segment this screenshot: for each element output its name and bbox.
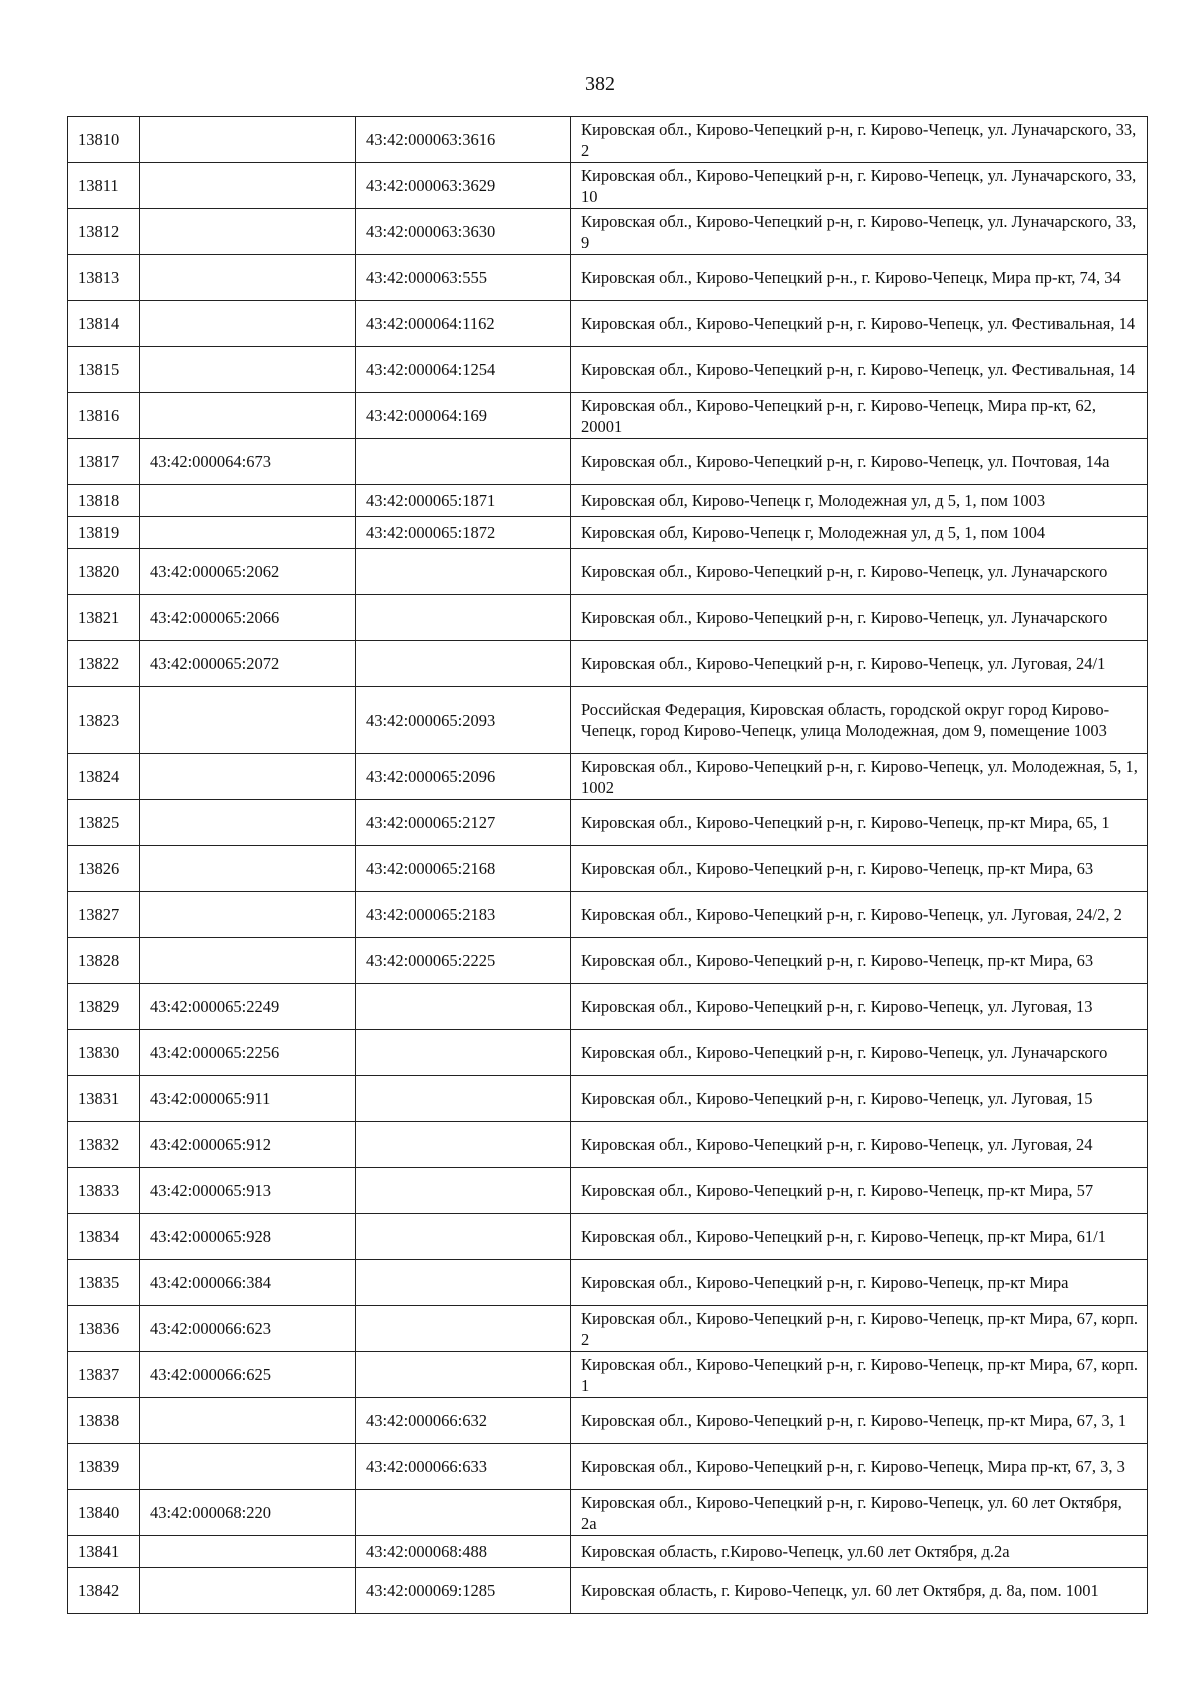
row-number: 13820 <box>68 549 140 595</box>
cadastral-number-parcel <box>140 1536 356 1568</box>
address: Кировская обл., Кирово-Чепецкий р-н, г. Кирово-Чепецк, ул. Луначарского <box>571 549 1148 595</box>
row-number: 13812 <box>68 209 140 255</box>
table-row <box>68 549 1148 595</box>
address: Кировская обл., Кирово-Чепецкий р-н, г. Кирово-Чепецк, ул. Молодежная, 5, 1, 1002 <box>571 754 1148 800</box>
address: Кировская обл., Кирово-Чепецкий р-н, г. Кирово-Чепецк, ул. Луговая, 24 <box>571 1122 1148 1168</box>
cadastral-number-object: 43:42:000065:2093 <box>356 687 571 754</box>
cadastral-number-object <box>356 549 571 595</box>
cadastral-number-object <box>356 1030 571 1076</box>
row-number: 13819 <box>68 517 140 549</box>
table-row <box>68 1444 1148 1490</box>
cadastral-number-parcel: 43:42:000065:2072 <box>140 641 356 687</box>
cadastral-number-object: 43:42:000066:632 <box>356 1398 571 1444</box>
address: Кировская обл., Кирово-Чепецкий р-н, г. Кирово-Чепецк, ул. Луначарского <box>571 595 1148 641</box>
row-number: 13834 <box>68 1214 140 1260</box>
cadastral-number-object: 43:42:000065:1872 <box>356 517 571 549</box>
table-row <box>68 1352 1148 1398</box>
cadastral-number-object: 43:42:000063:3616 <box>356 117 571 163</box>
address: Кировская обл., Кирово-Чепецкий р-н, г. Кирово-Чепецк, ул. Луначарского, 33, 10 <box>571 163 1148 209</box>
cadastral-number-parcel <box>140 163 356 209</box>
table-row <box>68 163 1148 209</box>
address: Кировская обл., Кирово-Чепецкий р-н, г. Кирово-Чепецк, пр-кт Мира, 57 <box>571 1168 1148 1214</box>
cadastral-number-object: 43:42:000069:1285 <box>356 1568 571 1614</box>
table-row <box>68 892 1148 938</box>
row-number: 13811 <box>68 163 140 209</box>
address: Кировская обл., Кирово-Чепецкий р-н, г. Кирово-Чепецк, пр-кт Мира, 63 <box>571 846 1148 892</box>
address: Кировская обл., Кирово-Чепецкий р-н, г. Кирово-Чепецк, ул. Луговая, 13 <box>571 984 1148 1030</box>
row-number: 13815 <box>68 347 140 393</box>
address: Российская Федерация, Кировская область, городской округ город Кирово-Чепецк, город Кирово-Чепецк, улица Молодежная, дом 9, помещение 1003 <box>571 687 1148 754</box>
cadastral-number-object: 43:42:000065:2127 <box>356 800 571 846</box>
address: Кировская обл., Кирово-Чепецкий р-н, г. Кирово-Чепецк, ул. Фестивальная, 14 <box>571 347 1148 393</box>
address: Кировская обл., Кирово-Чепецкий р-н, г. Кирово-Чепецк, пр-кт Мира, 65, 1 <box>571 800 1148 846</box>
row-number: 13841 <box>68 1536 140 1568</box>
cadastral-number-object: 43:42:000065:2168 <box>356 846 571 892</box>
row-number: 13829 <box>68 984 140 1030</box>
cadastral-number-object: 43:42:000063:3629 <box>356 163 571 209</box>
row-number: 13826 <box>68 846 140 892</box>
cadastral-number-parcel <box>140 1398 356 1444</box>
table-row <box>68 439 1148 485</box>
table-row <box>68 1568 1148 1614</box>
row-number: 13837 <box>68 1352 140 1398</box>
row-number: 13831 <box>68 1076 140 1122</box>
address: Кировская область, г. Кирово-Чепецк, ул. 60 лет Октября, д. 8а, пом. 1001 <box>571 1568 1148 1614</box>
cadastral-number-parcel <box>140 892 356 938</box>
cadastral-number-object <box>356 439 571 485</box>
cadastral-number-object: 43:42:000065:2096 <box>356 754 571 800</box>
table-row <box>68 641 1148 687</box>
cadastral-number-object <box>356 1306 571 1352</box>
cadastral-number-parcel <box>140 209 356 255</box>
row-number: 13813 <box>68 255 140 301</box>
cadastral-number-parcel: 43:42:000065:2256 <box>140 1030 356 1076</box>
cadastral-number-parcel: 43:42:000065:911 <box>140 1076 356 1122</box>
cadastral-number-object <box>356 1076 571 1122</box>
page-number: 382 <box>585 73 615 95</box>
cadastral-number-parcel: 43:42:000065:912 <box>140 1122 356 1168</box>
address: Кировская обл., Кирово-Чепецкий р-н., г. Кирово-Чепецк, Мира пр-кт, 74, 34 <box>571 255 1148 301</box>
cadastral-number-object: 43:42:000065:1871 <box>356 485 571 517</box>
row-number: 13832 <box>68 1122 140 1168</box>
address: Кировская обл., Кирово-Чепецкий р-н, г. Кирово-Чепецк, ул. Фестивальная, 14 <box>571 301 1148 347</box>
table-row <box>68 1076 1148 1122</box>
row-number: 13830 <box>68 1030 140 1076</box>
cadastral-number-parcel <box>140 846 356 892</box>
cadastral-number-object <box>356 1214 571 1260</box>
row-number: 13836 <box>68 1306 140 1352</box>
address: Кировская обл., Кирово-Чепецкий р-н, г. Кирово-Чепецк, Мира пр-кт, 62, 20001 <box>571 393 1148 439</box>
row-number: 13825 <box>68 800 140 846</box>
row-number: 13833 <box>68 1168 140 1214</box>
table-row <box>68 938 1148 984</box>
cadastral-number-parcel <box>140 301 356 347</box>
address: Кировская обл, Кирово-Чепецк г, Молодежная ул, д 5, 1, пом 1003 <box>571 485 1148 517</box>
cadastral-number-parcel <box>140 754 356 800</box>
cadastral-number-object: 43:42:000066:633 <box>356 1444 571 1490</box>
address: Кировская обл., Кирово-Чепецкий р-н, г. Кирово-Чепецк, ул. Луговая, 24/1 <box>571 641 1148 687</box>
cadastral-number-object: 43:42:000065:2225 <box>356 938 571 984</box>
cadastral-number-object <box>356 641 571 687</box>
address: Кировская обл., Кирово-Чепецкий р-н, г. Кирово-Чепецк, ул. Луначарского, 33, 9 <box>571 209 1148 255</box>
row-number: 13824 <box>68 754 140 800</box>
cadastral-number-object <box>356 1352 571 1398</box>
property-register-table <box>67 116 1148 1614</box>
table-row <box>68 117 1148 163</box>
row-number: 13835 <box>68 1260 140 1306</box>
table-row <box>68 1030 1148 1076</box>
cadastral-number-parcel: 43:42:000066:623 <box>140 1306 356 1352</box>
row-number: 13821 <box>68 595 140 641</box>
row-number: 13823 <box>68 687 140 754</box>
table-row <box>68 1214 1148 1260</box>
address: Кировская обл., Кирово-Чепецкий р-н, г. Кирово-Чепецк, ул. Луначарского, 33, 2 <box>571 117 1148 163</box>
table-row <box>68 1168 1148 1214</box>
cadastral-number-parcel <box>140 687 356 754</box>
cadastral-number-parcel: 43:42:000066:384 <box>140 1260 356 1306</box>
address: Кировская область, г.Кирово-Чепецк, ул.60 лет Октября, д.2а <box>571 1536 1148 1568</box>
table-row <box>68 846 1148 892</box>
cadastral-number-object <box>356 1122 571 1168</box>
cadastral-number-parcel <box>140 393 356 439</box>
table-row <box>68 1490 1148 1536</box>
cadastral-number-parcel: 43:42:000065:928 <box>140 1214 356 1260</box>
cadastral-number-object: 43:42:000064:1254 <box>356 347 571 393</box>
cadastral-number-parcel <box>140 800 356 846</box>
table-row <box>68 1260 1148 1306</box>
cadastral-number-parcel: 43:42:000065:2249 <box>140 984 356 1030</box>
cadastral-number-parcel: 43:42:000065:2066 <box>140 595 356 641</box>
cadastral-number-parcel <box>140 255 356 301</box>
cadastral-number-parcel <box>140 347 356 393</box>
cadastral-number-object: 43:42:000065:2183 <box>356 892 571 938</box>
cadastral-number-parcel <box>140 938 356 984</box>
table-row <box>68 301 1148 347</box>
cadastral-number-parcel <box>140 1444 356 1490</box>
address: Кировская обл., Кирово-Чепецкий р-н, г. Кирово-Чепецк, пр-кт Мира <box>571 1260 1148 1306</box>
row-number: 13839 <box>68 1444 140 1490</box>
row-number: 13822 <box>68 641 140 687</box>
cadastral-number-parcel: 43:42:000066:625 <box>140 1352 356 1398</box>
address: Кировская обл., Кирово-Чепецкий р-н, г. Кирово-Чепецк, ул. Луначарского <box>571 1030 1148 1076</box>
cadastral-number-parcel: 43:42:000065:2062 <box>140 549 356 595</box>
table-row <box>68 1536 1148 1568</box>
row-number: 13838 <box>68 1398 140 1444</box>
cadastral-number-object <box>356 984 571 1030</box>
address: Кировская обл., Кирово-Чепецкий р-н, г. Кирово-Чепецк, пр-кт Мира, 63 <box>571 938 1148 984</box>
row-number: 13842 <box>68 1568 140 1614</box>
cadastral-number-object <box>356 595 571 641</box>
row-number: 13817 <box>68 439 140 485</box>
row-number: 13814 <box>68 301 140 347</box>
row-number: 13840 <box>68 1490 140 1536</box>
address: Кировская обл., Кирово-Чепецкий р-н, г. Кирово-Чепецк, пр-кт Мира, 67, 3, 1 <box>571 1398 1148 1444</box>
row-number: 13818 <box>68 485 140 517</box>
address: Кировская обл., Кирово-Чепецкий р-н, г. Кирово-Чепецк, пр-кт Мира, 67, корп. 2 <box>571 1306 1148 1352</box>
address: Кировская обл., Кирово-Чепецкий р-н, г. Кирово-Чепецк, Мира пр-кт, 67, 3, 3 <box>571 1444 1148 1490</box>
cadastral-number-object: 43:42:000068:488 <box>356 1536 571 1568</box>
cadastral-number-object: 43:42:000063:3630 <box>356 209 571 255</box>
address: Кировская обл., Кирово-Чепецкий р-н, г. Кирово-Чепецк, ул. 60 лет Октября, 2а <box>571 1490 1148 1536</box>
cadastral-number-object <box>356 1260 571 1306</box>
cadastral-number-parcel: 43:42:000064:673 <box>140 439 356 485</box>
address: Кировская обл., Кирово-Чепецкий р-н, г. Кирово-Чепецк, пр-кт Мира, 67, корп. 1 <box>571 1352 1148 1398</box>
cadastral-number-parcel <box>140 117 356 163</box>
table-row <box>68 255 1148 301</box>
table-row <box>68 347 1148 393</box>
cadastral-number-parcel <box>140 1568 356 1614</box>
cadastral-number-object: 43:42:000064:1162 <box>356 301 571 347</box>
cadastral-number-parcel: 43:42:000068:220 <box>140 1490 356 1536</box>
row-number: 13827 <box>68 892 140 938</box>
table-row <box>68 595 1148 641</box>
cadastral-number-parcel <box>140 517 356 549</box>
cadastral-number-parcel <box>140 485 356 517</box>
table-row <box>68 800 1148 846</box>
table-row <box>68 687 1148 754</box>
row-number: 13828 <box>68 938 140 984</box>
row-number: 13810 <box>68 117 140 163</box>
table-row <box>68 984 1148 1030</box>
table-row <box>68 485 1148 517</box>
cadastral-number-object: 43:42:000064:169 <box>356 393 571 439</box>
table-row <box>68 1306 1148 1352</box>
row-number: 13816 <box>68 393 140 439</box>
table-row <box>68 393 1148 439</box>
table-row <box>68 209 1148 255</box>
cadastral-number-object <box>356 1168 571 1214</box>
address: Кировская обл., Кирово-Чепецкий р-н, г. Кирово-Чепецк, ул. Луговая, 15 <box>571 1076 1148 1122</box>
cadastral-number-object: 43:42:000063:555 <box>356 255 571 301</box>
address: Кировская обл., Кирово-Чепецкий р-н, г. Кирово-Чепецк, пр-кт Мира, 61/1 <box>571 1214 1148 1260</box>
table-row <box>68 517 1148 549</box>
cadastral-number-object <box>356 1490 571 1536</box>
cadastral-number-parcel: 43:42:000065:913 <box>140 1168 356 1214</box>
address: Кировская обл., Кирово-Чепецкий р-н, г. Кирово-Чепецк, ул. Луговая, 24/2, 2 <box>571 892 1148 938</box>
address: Кировская обл., Кирово-Чепецкий р-н, г. Кирово-Чепецк, ул. Почтовая, 14а <box>571 439 1148 485</box>
table-row <box>68 754 1148 800</box>
address: Кировская обл, Кирово-Чепецк г, Молодежная ул, д 5, 1, пом 1004 <box>571 517 1148 549</box>
table-row <box>68 1398 1148 1444</box>
table-row <box>68 1122 1148 1168</box>
